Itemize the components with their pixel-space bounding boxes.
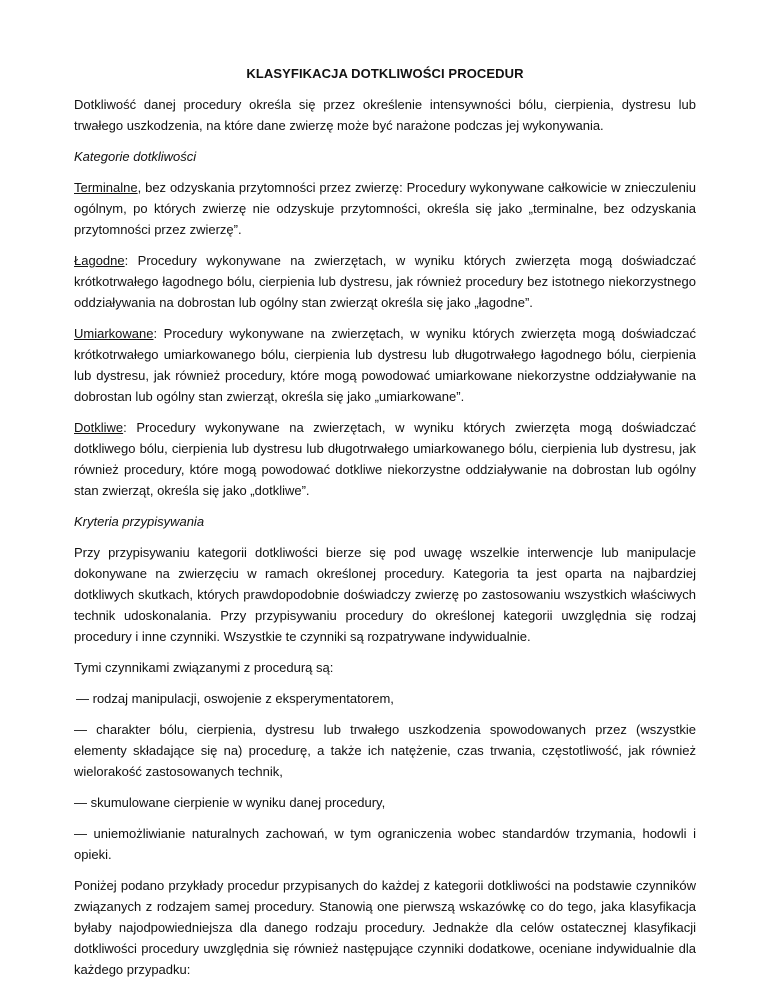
category-mild-term: Łagodne [74, 253, 125, 268]
category-moderate-text: : Procedury wykonywane na zwierzętach, w wyniku których zwierzęta mogą doświadczać krótkotrwałego umiarkowanego bólu, cierpienia lub dystresu lub długotrwałego łagodnego bólu, cierpienia lub dystresu, jak również procedury, które mogą powodować umiarkowane niekorzystne oddziaływanie na dobrostan lub ogólny stan zwierząt, określa się jako „umiarkowane”. [74, 326, 696, 404]
document-title: KLASYFIKACJA DOTKLIWOŚCI PROCEDUR [246, 66, 524, 81]
factor-item: — uniemożliwianie naturalnych zachowań, w tym ograniczenia wobec standardów trzymania, hodowli i opieki. [74, 826, 696, 862]
category-moderate [74, 323, 696, 407]
category-terminal-term: Terminalne [74, 180, 138, 195]
criteria-heading: Kryteria przypisywania [74, 514, 205, 529]
category-terminal-text: , bez odzyskania przytomności przez zwierzę: Procedury wykonywane całkowicie w znieczuleniu ogólnym, po których zwierzę nie odzyskuje przytomności, określa się jako „terminalne, bez odzyskania przytomności przez zwierzę”. [74, 180, 696, 237]
category-moderate-term: Umiarkowane [74, 326, 154, 341]
closing-paragraph: Poniżej podano przykłady procedur przypisanych do każdej z kategorii dotkliwości na podstawie czynników związanych z rodzajem samej procedury. Stanowią one pierwszą wskazówkę co do tego, jaka klasyfikacja byłaby najodpowiedniejsza dla danego rodzaju procedury. Jednakże dla celów ostatecznej klasyfikacji dotkliwości procedury uwzględnia się również następujące czynniki dodatkowe, oceniane indywidualnie dla każdego przypadku: [74, 878, 696, 977]
category-severe-term: Dotkliwe [74, 420, 124, 435]
category-mild [74, 250, 696, 313]
factors-intro: Tymi czynnikami związanymi z procedurą są: [74, 660, 334, 675]
factor-item: — skumulowane cierpienie w wyniku danej procedury, [74, 795, 386, 810]
factor-item: — rodzaj manipulacji, oswojenie z eksperymentatorem, [76, 691, 394, 706]
category-terminal [74, 177, 696, 240]
factor-item: — charakter bólu, cierpienia, dystresu lub trwałego uszkodzenia spowodowanych przez (wszystkie elementy składające się na) procedurę, a także ich natężenie, czas trwania, częstotliwość, jak również wielorakość zastosowanych technik, [74, 722, 696, 779]
intro-paragraph: Dotkliwość danej procedury określa się przez określenie intensywności bólu, cierpienia, dystresu lub trwałego uszkodzenia, na które dane zwierzę może być narażone podczas jej wykonywania. [74, 97, 696, 133]
category-severe [74, 417, 696, 501]
category-mild-text: : Procedury wykonywane na zwierzętach, w wyniku których zwierzęta mogą doświadczać krótkotrwałego łagodnego bólu, cierpienia lub dystresu, jak również procedury bez istotnego niekorzystnego oddziaływania na dobrostan lub ogólny stan zwierząt określa się jako „łagodne”. [74, 253, 696, 310]
criteria-paragraph: Przy przypisywaniu kategorii dotkliwości bierze się pod uwagę wszelkie interwencje lub manipulacje dokonywane na zwierzęciu w ramach określonej procedury. Kategoria ta jest oparta na najbardziej dotkliwych skutkach, których prawdopodobnie doświadczy zwierzę po zastosowaniu wszystkich właściwych technik udoskonalania. Przy przypisywaniu procedury do określonej kategorii uwzględnia się rodzaj procedury i inne czynniki. Wszystkie te czynniki są rozpatrywane indywidualnie. [74, 545, 696, 644]
document-page [74, 0, 696, 980]
category-severe-text: : Procedury wykonywane na zwierzętach, w wyniku których zwierzęta mogą doświadczać dotkliwego bólu, cierpienia lub dystresu lub długotrwałego umiarkowanego bólu, cierpienia lub dystresu, jak również procedury, które mogą powodować dotkliwe niekorzystne oddziaływanie na dobrostan lub ogólny stan zwierząt, określa się jako „dotkliwe”. [74, 420, 696, 498]
categories-heading: Kategorie dotkliwości [74, 149, 197, 164]
